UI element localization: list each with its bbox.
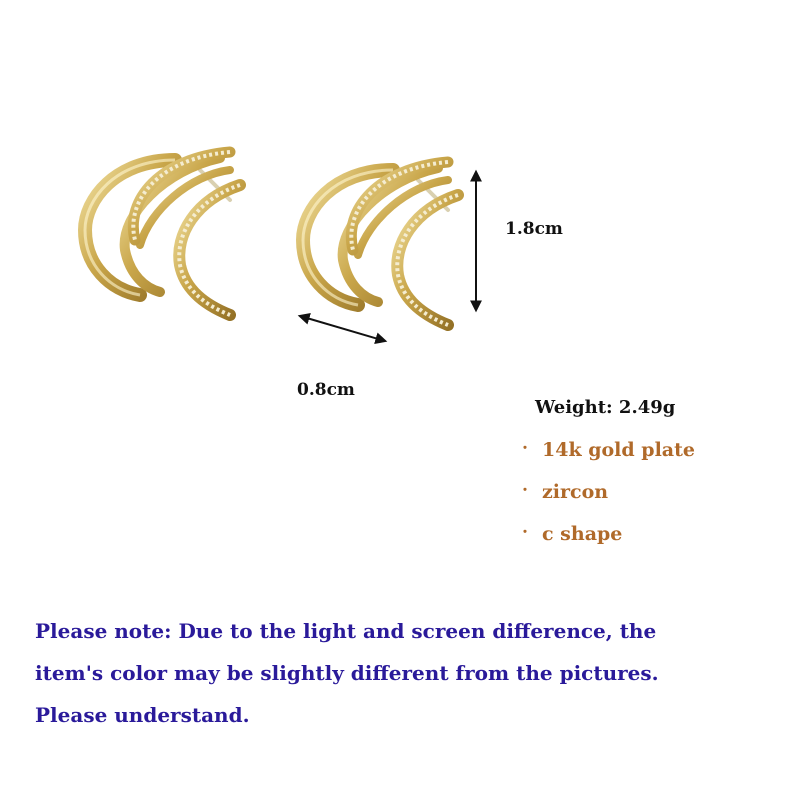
note-line: Please understand. — [35, 703, 250, 727]
width-label: 0.8cm — [297, 380, 355, 400]
weight-label: Weight: 2.49g — [535, 397, 676, 418]
note-line: Please note: Due to the light and screen difference, the — [35, 619, 657, 643]
feature-text: 14k gold plate — [542, 439, 695, 461]
width-arrow-icon — [300, 316, 385, 341]
feature-item — [518, 438, 695, 480]
height-label: 1.8cm — [505, 219, 563, 239]
bullet-icon: ・ — [518, 441, 532, 457]
earring-right-image — [303, 162, 458, 325]
disclaimer-note — [35, 610, 775, 736]
bullet-icon: ・ — [518, 483, 532, 499]
feature-item — [518, 480, 695, 522]
feature-text: c shape — [542, 523, 623, 545]
feature-list — [518, 438, 695, 564]
earring-left-image — [85, 152, 240, 315]
note-line: item's color may be slightly different from the pictures. — [35, 661, 659, 685]
bullet-icon: ・ — [518, 525, 532, 541]
feature-item — [518, 522, 695, 564]
feature-text: zircon — [542, 481, 609, 503]
